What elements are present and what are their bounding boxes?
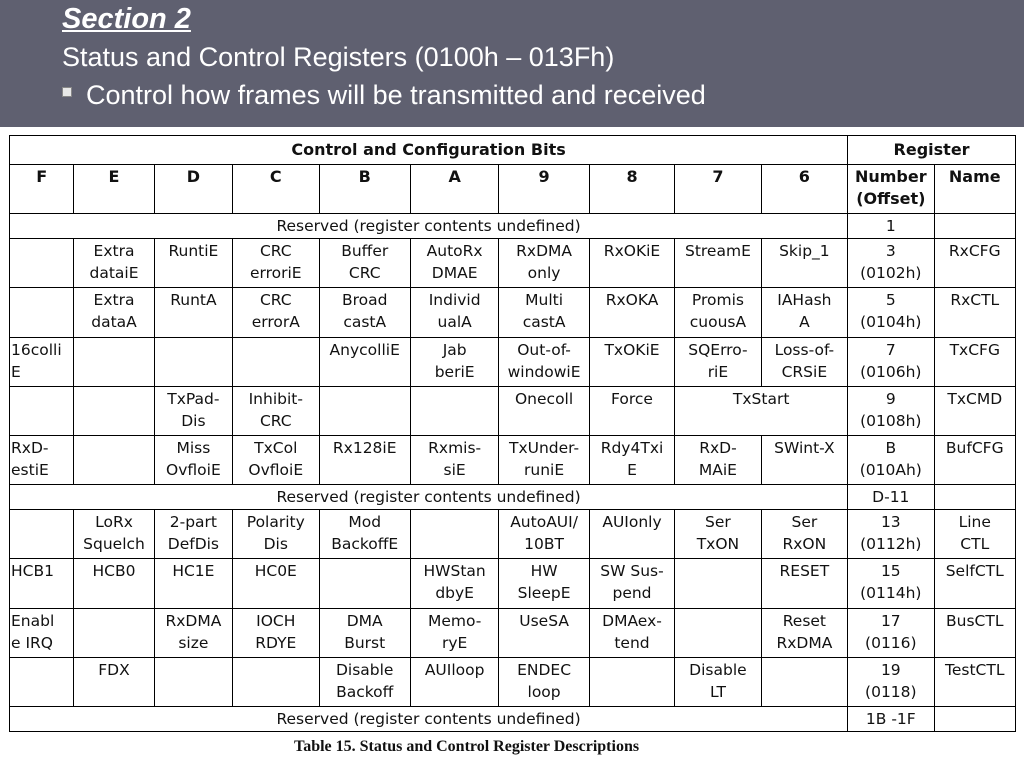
bit-cell: IAHash A [761,288,847,337]
table-row [10,485,1016,510]
bit-cell [319,559,410,608]
register-number-cell: 15 (0114h) [848,559,934,608]
table-row [10,608,1016,657]
table-row [10,386,1016,435]
bit-cell: AutoRx DMAE [410,239,498,288]
register-number-cell: 1B -1F [848,706,934,731]
bit-cell: Memo- ryE [410,608,498,657]
bit-cell: TxStart [675,386,848,435]
bit-cell: IOCH RDYE [233,608,319,657]
number-offset-header: Number (Offset) [848,165,934,214]
bit-cell: Buffer CRC [319,239,410,288]
register-number-cell: 3 (0102h) [848,239,934,288]
bit-cell: Rx128iE [319,435,410,484]
bit-cell: Individ ualA [410,288,498,337]
bit-header-6: 6 [761,165,847,214]
bit-header-A: A [410,165,498,214]
table-row [10,706,1016,731]
bit-cell: Inhibit- CRC [233,386,319,435]
register-name-cell: RxCFG [934,239,1015,288]
table-caption: Table 15. Status and Control Register Descriptions [294,738,640,755]
bit-cell: SW Sus- pend [589,559,674,608]
bit-cell: AnycolliE [319,337,410,386]
bit-cell: HWStan dbyE [410,559,498,608]
bit-cell: Ser RxON [761,510,847,559]
register-name-cell: SelfCTL [934,559,1015,608]
slide-subtitle: Status and Control Registers (0100h – 013Fh) [62,42,615,72]
bit-cell: Force [589,386,674,435]
bit-cell: Jab beriE [410,337,498,386]
bit-header-B: B [319,165,410,214]
bit-header-7: 7 [675,165,761,214]
bit-cell: TxUnder- runiE [499,435,589,484]
bit-cell: Rxmis- siE [410,435,498,484]
register-name-cell: BusCTL [934,608,1015,657]
bit-cell [589,657,674,706]
register-header: Register [848,136,1016,165]
bit-header-C: C [233,165,319,214]
bit-cell: RxOKA [589,288,674,337]
table-row [10,559,1016,608]
bit-cell: Extra dataA [74,288,154,337]
register-number-cell: 17 (0116) [848,608,934,657]
reserved-cell: Reserved (register contents undefined) [10,485,848,510]
bit-cell [319,386,410,435]
bit-cell [10,386,74,435]
bit-cell [74,435,154,484]
bit-cell: Ser TxON [675,510,761,559]
table-row [10,435,1016,484]
bit-cell [410,510,498,559]
bit-cell: Multi castA [499,288,589,337]
bit-cell: RuntA [154,288,232,337]
register-table [9,135,1016,732]
bit-cell: AUIloop [410,657,498,706]
register-number-cell: 5 (0104h) [848,288,934,337]
bit-cell: ENDEC loop [499,657,589,706]
bit-cell [10,510,74,559]
bit-cell [154,657,232,706]
bit-cell [675,559,761,608]
bit-cell: RxD- MAiE [675,435,761,484]
bit-header-F: F [10,165,74,214]
bit-cell: TxOKiE [589,337,674,386]
register-name-cell: RxCTL [934,288,1015,337]
register-name-cell: TxCMD [934,386,1015,435]
bullet-text: Control how frames will be transmitted and received [86,80,706,110]
table-row [10,288,1016,337]
bit-cell: TxPad- Dis [154,386,232,435]
bit-cell: DMA Burst [319,608,410,657]
register-number-cell: 7 (0106h) [848,337,934,386]
bit-cell: SWint-X [761,435,847,484]
bullet-item [62,80,706,111]
bit-cell [10,239,74,288]
bit-cell: Miss OvfloiE [154,435,232,484]
bit-cell: Promis cuousA [675,288,761,337]
bit-cell [233,337,319,386]
bit-cell [410,386,498,435]
register-number-cell: D-11 [848,485,934,510]
bit-cell: HW SleepE [499,559,589,608]
bit-cell: Polarity Dis [233,510,319,559]
bit-cell: CRC erroriE [233,239,319,288]
bit-cell: FDX [74,657,154,706]
bit-cell: RuntiE [154,239,232,288]
bit-cell: HC1E [154,559,232,608]
bit-header-8: 8 [589,165,674,214]
table-row [10,337,1016,386]
bit-cell [74,386,154,435]
reserved-cell: Reserved (register contents undefined) [10,214,848,239]
bit-header-E: E [74,165,154,214]
bit-cell: RxD- estiE [10,435,74,484]
register-name-cell [934,485,1015,510]
bit-cell [675,608,761,657]
bit-cell: Loss-of- CRSiE [761,337,847,386]
bit-cell: Rdy4Txi E [589,435,674,484]
bit-cell: DMAex- tend [589,608,674,657]
bit-cell: 16colli E [10,337,74,386]
bit-cell: Out-of- windowiE [499,337,589,386]
bit-cell: AUIonly [589,510,674,559]
bit-cell: Broad castA [319,288,410,337]
table-row [10,214,1016,239]
bit-cell: HCB0 [74,559,154,608]
register-name-cell: BufCFG [934,435,1015,484]
bit-cell [10,657,74,706]
register-number-cell: 1 [848,214,934,239]
bit-cell: Enabl e IRQ [10,608,74,657]
bit-cell [233,657,319,706]
bit-cell: Onecoll [499,386,589,435]
bit-cell: RxDMA only [499,239,589,288]
bit-header-9: 9 [499,165,589,214]
bit-cell [154,337,232,386]
bit-cell: UseSA [499,608,589,657]
bit-cell: Reset RxDMA [761,608,847,657]
table-row [10,657,1016,706]
control-bits-header: Control and Configuration Bits [10,136,848,165]
reserved-cell: Reserved (register contents undefined) [10,706,848,731]
bit-cell: TxCol OvfloiE [233,435,319,484]
bit-cell: CRC errorA [233,288,319,337]
bit-cell: Mod BackoffE [319,510,410,559]
bit-cell: AutoAUI/ 10BT [499,510,589,559]
bit-cell [74,608,154,657]
register-number-cell: 13 (0112h) [848,510,934,559]
bit-cell: Extra dataiE [74,239,154,288]
register-name-cell [934,706,1015,731]
bit-cell: RxDMA size [154,608,232,657]
slide-header [0,0,1024,127]
section-title: Section 2 [62,3,191,35]
register-name-cell: Line CTL [934,510,1015,559]
bit-cell: StreamE [675,239,761,288]
table-row [10,510,1016,559]
bit-cell: Disable Backoff [319,657,410,706]
bit-cell: RESET [761,559,847,608]
bit-cell: LoRx Squelch [74,510,154,559]
bit-cell [74,337,154,386]
bit-cell: 2-part DefDis [154,510,232,559]
bit-cell: HCB1 [10,559,74,608]
register-name-cell: TestCTL [934,657,1015,706]
bit-cell [10,288,74,337]
bit-cell: HC0E [233,559,319,608]
register-name-cell [934,214,1015,239]
bit-cell: RxOKiE [589,239,674,288]
register-number-cell: 9 (0108h) [848,386,934,435]
bit-cell: Skip_1 [761,239,847,288]
register-number-cell: B (010Ah) [848,435,934,484]
register-name-cell: TxCFG [934,337,1015,386]
bit-cell: Disable LT [675,657,761,706]
bit-header-D: D [154,165,232,214]
bit-cell: SQErro- riE [675,337,761,386]
bit-cell [761,657,847,706]
table-row [10,239,1016,288]
square-bullet-icon [62,87,72,97]
register-number-cell: 19 (0118) [848,657,934,706]
name-header: Name [934,165,1015,214]
